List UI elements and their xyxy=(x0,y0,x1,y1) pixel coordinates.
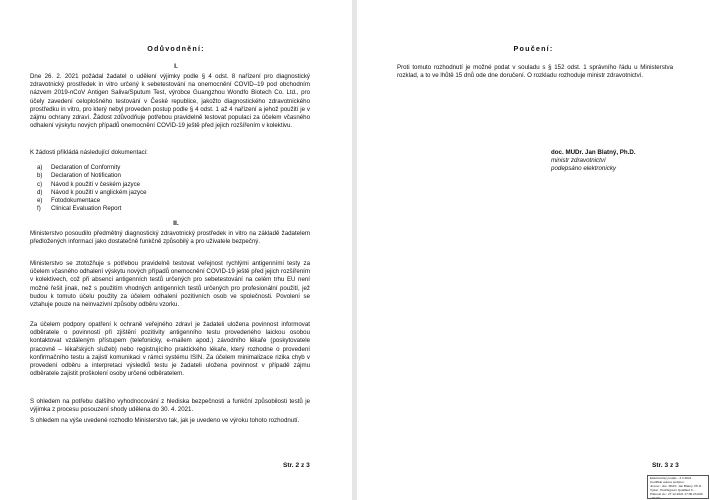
appeal-paragraph: Proti tomuto rozhodnutí je možné podat v souladu s § 152 odst. 1 správního řádu u Ministerstva rozklad, a to ve lhůtě 15 dnů ode dne doručení. O rozkladu rozhoduje ministr zdravotnictví. xyxy=(397,64,673,80)
list-item: b) Declaration of Notification xyxy=(37,172,121,180)
documentation-intro: K žádosti přikládá následující dokumentaci: xyxy=(30,149,148,156)
request-paragraph: Dne 26. 2. 2021 požádal žadatel o udělení výjimky podle § 4 odst. 8 nařízení pro diagnostický zdravotnický prostředek in vitro určený k sebetestování na onemocnění COVID–19 pod obchodním názvem 2019-nCoV Antigen Saliva/Sputum Test, výrobce Guangzhou Wondfo Biotech Co. Ltd., pro účely zavedení celoplošného testování v České republice, jakožto diagnostického zdravotnického prostředku in vitro, pro který nebyl proveden postup podle § 4 odst. 1 až 4 nařízení a jehož použití je v zájmu ochrany zdraví. Žádost zdůvodňuje potřebou pravidelně testovat populaci za účelem včasného odhalení výskytu nových případů onemocnění COVID-19 ještě před jejich rozšířením v kolektivu. xyxy=(30,73,310,130)
signature-block xyxy=(551,149,636,172)
section-two-heading: II. xyxy=(173,220,179,227)
list-item: c) Návod k použití v českém jazyce xyxy=(37,180,141,188)
signatory-name: doc. MUDr. Jan Blatný, Ph.D. xyxy=(551,149,636,156)
list-item: e) Fotodokumentace xyxy=(37,197,101,205)
page-number-3: Str. 3 z 3 xyxy=(652,462,679,469)
left-document-page xyxy=(0,0,352,500)
justification-heading: Odůvodnění: xyxy=(147,44,205,53)
page-number-2: Str. 2 z 3 xyxy=(283,462,310,469)
list-item: a) Declaration of Conformity xyxy=(37,164,121,171)
testing-need-paragraph: Ministerstvo se ztotožňuje s potřebou pravidelně testovat veřejnost rychlými antigenními testy za účelem včasného odhalení výskytu nových případů onemocnění COVID-19 ještě před jejich rozšířením v kolektivech, což při absenci antigenních testů určených pro sebetestování na celém trhu EU není možné řešit jinak, než s použitím vhodných antigenních testů určených pro profesionální použití, jež budou k tomuto účelu použity za účelem odhalení pozitivních osob ve společnosti. Povolení se vztahuje pouze na neinvazivní způsoby odběru vzorku. xyxy=(30,260,310,309)
obligation-paragraph: Za účelem podpory opatření k ochraně veřejného zdraví je žadateli uložena povinnost informovat odběratele o povinnosti při zjištění pozitivity antigenního testu provedeného laickou osobou kontaktovat vzdáleným přístupem (telefonicky, e-mailem apod.) závodního lékaře (poskytovatele pracovně – lékařských služeb) nebo registrujícího praktického lékaře, který rozhodne o provedení konfirmačního testu a zajistí komunikaci v rámci systému ISIN. Za účelem minimalizace rizika chyb v provedení odběru a interpretaci výsledků testu je žadateli uložena povinnost v případě zájmu odběratele zajistit proškolení osoby určené odběratelem. xyxy=(30,321,310,378)
conclusion-paragraph: S ohledem na výše uvedené rozhodlo Ministerstvo tak, jak je uvedeno ve výroku tohoto rozhodnutí. xyxy=(30,417,300,424)
validity-paragraph: S ohledem na potřebu dalšího vyhodnocování z hlediska bezpečnosti a funkční způsobilosti testů je výjimka z procesu posouzení shody udělena do 30. 4. 2021. xyxy=(30,398,310,414)
section-one-heading: I. xyxy=(174,63,178,70)
instruction-heading: Poučení: xyxy=(513,44,554,53)
documentation-list xyxy=(37,164,297,214)
list-item: f) Clinical Evaluation Report xyxy=(37,205,122,213)
signatory-role: ministr zdravotnictví xyxy=(551,156,606,164)
signed-electronically-note: podepsáno elektronicky xyxy=(551,164,617,172)
list-item: d) Návod k použití v anglickém jazyce xyxy=(37,188,147,196)
electronic-signature-stamp: Elektronický podpis - 4.3.2021 Certifikát autora podpisu : Jméno : doc. MUDr. Jan Blatný, Ph.D. Vydal : PostSignum Qualified C... Platnost do : 27.12.2021 17:06:23-000 +01:00 xyxy=(647,475,709,499)
assessment-paragraph: Ministerstvo posoudilo předmětný diagnostický zdravotnický prostředek in vitro na základě žadatelem předložených informací jako dostatečně funkčně způsobilý a pro uživatele bezpečný. xyxy=(30,230,310,246)
